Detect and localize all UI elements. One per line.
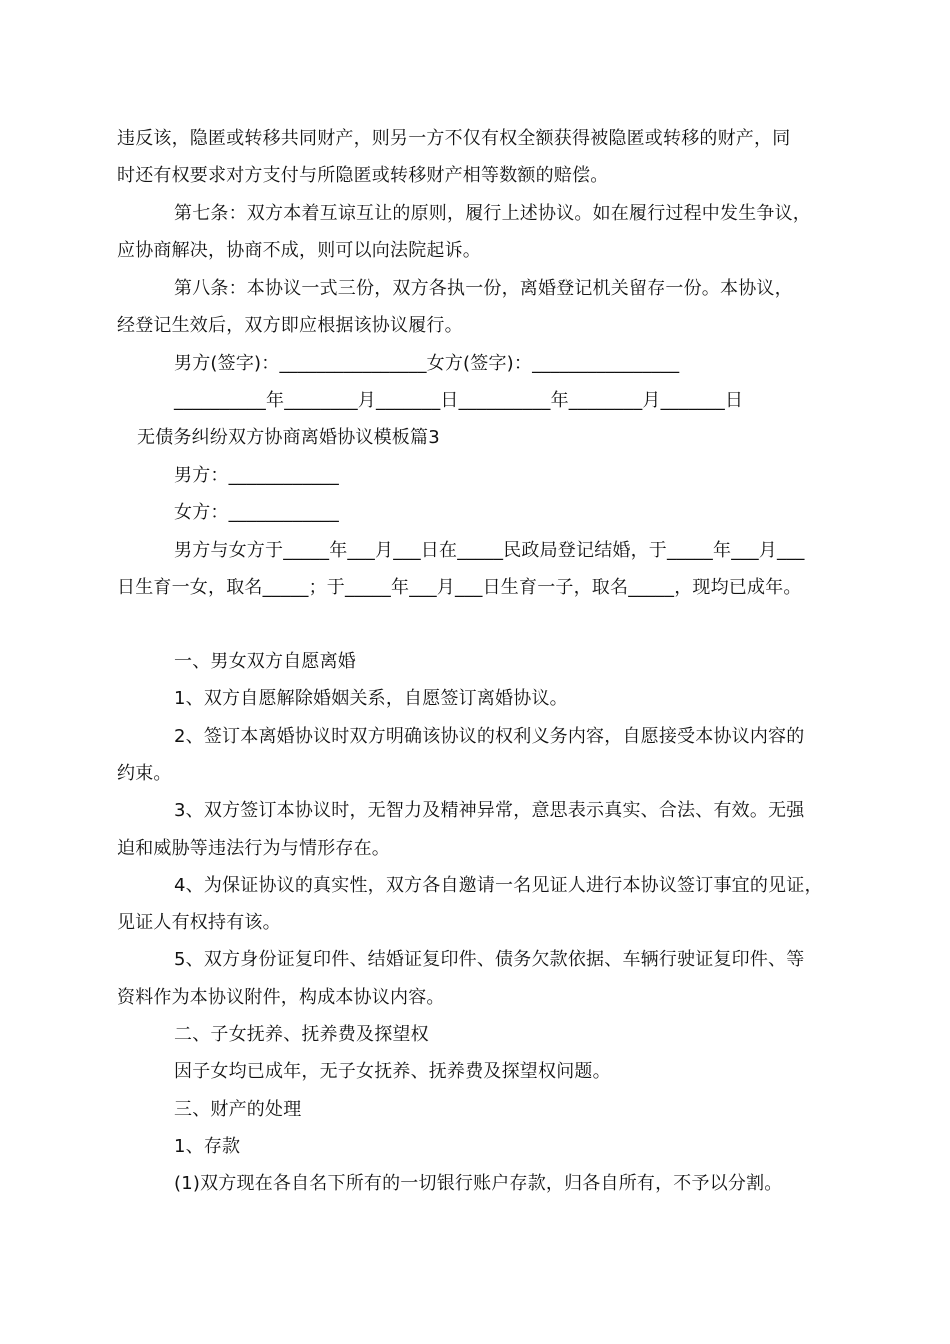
- list-item: 3、双方签订本协议时，无智力及精神异常，意思表示真实、合法、有效。无强: [174, 800, 805, 821]
- text-line: 迫和威胁等违法行为与情形存在。: [117, 838, 390, 859]
- text-line: 见证人有权持有该。: [117, 912, 281, 933]
- list-item: 5、双方身份证复印件、结婚证复印件、债务欠款依据、车辆行驶证复印件、等: [174, 949, 805, 970]
- text-line: 日生育一女，取名_____；于_____年___月___日生育一子，取名_____，现均已成年。: [117, 577, 802, 598]
- text-line: 因子女均已成年，无子女抚养、抚养费及探望权问题。: [174, 1061, 611, 1082]
- heading-1: 一、男女双方自愿离婚: [174, 651, 356, 672]
- male-party-field: 男方：____________: [174, 465, 339, 486]
- signature-line: 男方(签字)：________________女方(签字)：________________: [174, 353, 680, 374]
- text-line: 违反该，隐匿或转移共同财产，则另一方不仅有权全额获得被隐匿或转移的财产，同: [117, 128, 791, 149]
- text-line: 男方与女方于_____年___月___日在_____民政局登记结婚，于_____年___月___: [174, 540, 805, 561]
- text-line: 约束。: [117, 763, 172, 784]
- text-line: 应协商解决，协商不成，则可以向法院起诉。: [117, 240, 481, 261]
- subheading: 1、存款: [174, 1136, 241, 1157]
- heading-3: 三、财产的处理: [174, 1099, 302, 1120]
- date-line: __________年________月_______日__________年________月_______日: [174, 390, 744, 411]
- heading-2: 二、子女抚养、抚养费及探望权: [174, 1024, 429, 1045]
- list-item: 1、双方自愿解除婚姻关系，自愿签订离婚协议。: [174, 688, 568, 709]
- article-7-line: 第七条：双方本着互谅互让的原则，履行上述协议。如在履行过程中发生争议，: [174, 203, 811, 224]
- text-line: 资料作为本协议附件，构成本协议内容。: [117, 987, 445, 1008]
- female-party-field: 女方：____________: [174, 502, 339, 523]
- section-title: 无债务纠纷双方协商离婚协议模板篇3: [137, 427, 440, 448]
- article-8-line: 第八条：本协议一式三份，双方各执一份，离婚登记机关留存一份。本协议，: [174, 278, 793, 299]
- text-line: 时还有权要求对方支付与所隐匿或转移财产相等数额的赔偿。: [117, 165, 609, 186]
- list-item: 4、为保证协议的真实性，双方各自邀请一名见证人进行本协议签订事宜的见证，: [174, 875, 823, 896]
- list-item: 2、签订本离婚协议时双方明确该协议的权利义务内容，自愿接受本协议内容的: [174, 726, 805, 747]
- text-line: (1)双方现在各自名下所有的一切银行账户存款，归各自所有，不予以分割。: [174, 1173, 783, 1194]
- text-line: 经登记生效后，双方即应根据该协议履行。: [117, 315, 463, 336]
